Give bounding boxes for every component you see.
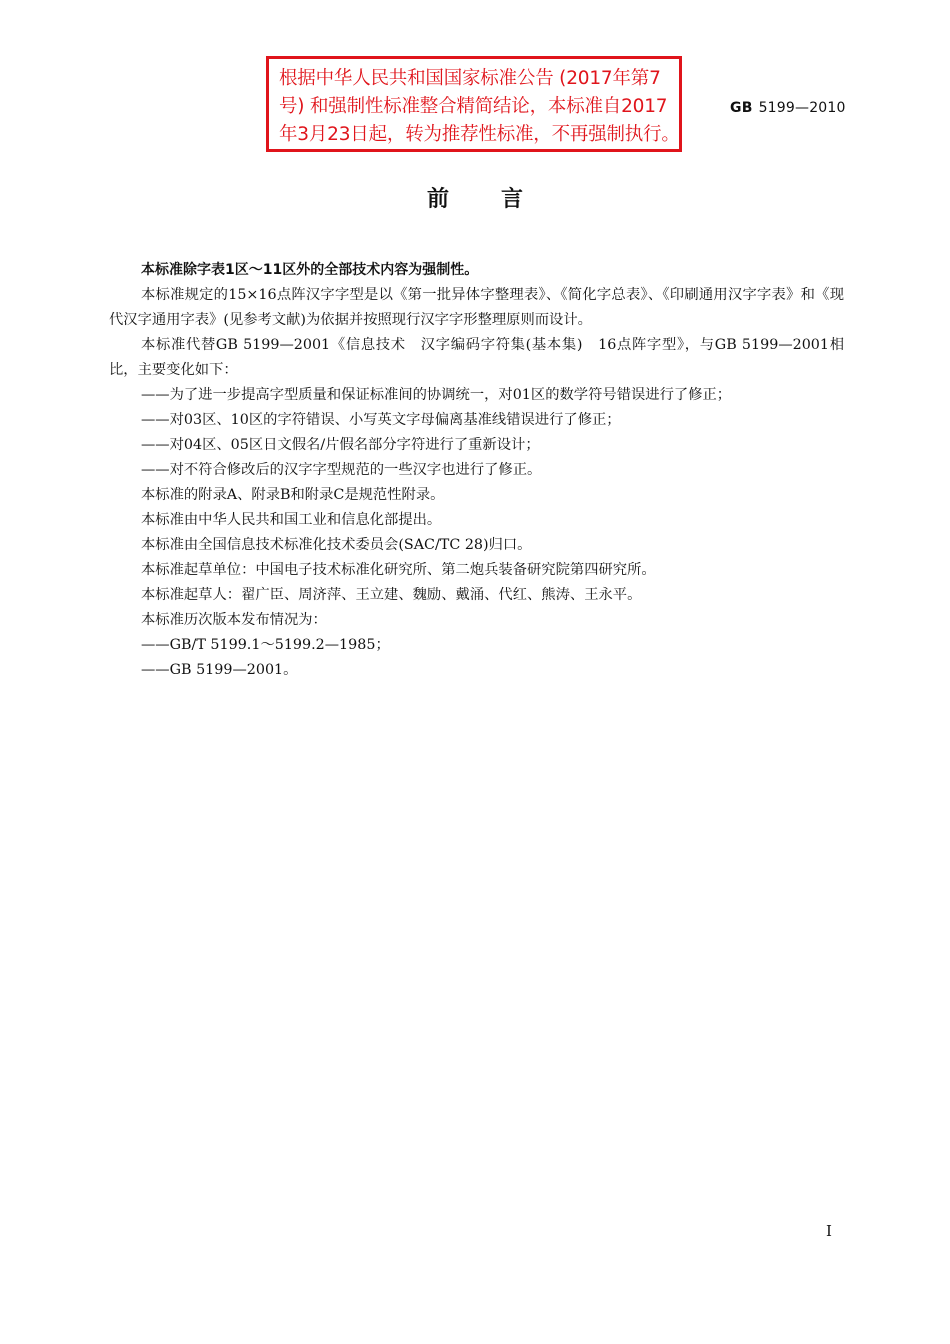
mandatory-status-notice (266, 56, 682, 152)
paragraph-font-basis: 本标准规定的15×16点阵汉字字型是以《第一批异体字整理表》、《简化字总表》、《印刷通用汉字字表》和《现代汉字通用字表》(见参考文献)为依据并按照现行汉字字形整理原则而设计。 (109, 287, 844, 328)
paragraph-proposer: 本标准由中华人民共和国工业和信息化部提出。 (141, 512, 442, 528)
paragraph-drafters: 本标准起草人：翟广臣、周济萍、王立建、魏励、戴涌、代红、熊涛、王永平。 (141, 587, 642, 603)
paragraph-history-intro: 本标准历次版本发布情况为： (141, 612, 327, 628)
page-title (0, 182, 950, 213)
foreword-body (109, 258, 844, 683)
page-number: I (826, 1222, 832, 1240)
paragraph-committee: 本标准由全国信息技术标准化技术委员会(SAC/TC 28)归口。 (141, 537, 532, 553)
page-title-char-1: 前 (426, 187, 449, 212)
change-item-2: ——对03区、10区的字符错误、小写英文字母偏离基准线错误进行了修正； (141, 412, 621, 428)
paragraph-drafting-units: 本标准起草单位：中国电子技术标准化研究所、第二炮兵装备研究院第四研究所。 (141, 562, 656, 578)
standard-code (730, 100, 846, 116)
notice-line-2: 号) 和强制性标准整合精简结论，本标准自2017 (279, 96, 668, 117)
paragraph-replaces: 本标准代替GB 5199—2001《信息技术 汉字编码字符集(基本集) 16点阵字型》，与GB 5199—2001相比，主要变化如下： (109, 337, 844, 378)
standard-code-number: 5199—2010 (758, 100, 846, 116)
notice-line-3: 年3月23日起，转为推荐性标准，不再强制执行。 (279, 124, 680, 145)
notice-line-1: 根据中华人民共和国国家标准公告 (2017年第7 (279, 68, 661, 89)
change-item-4: ——对不符合修改后的汉字字型规范的一些汉字也进行了修正。 (141, 462, 542, 478)
history-item-2: ——GB 5199—2001。 (141, 662, 298, 678)
standard-code-prefix: GB (730, 100, 753, 116)
change-item-1: ——为了进一步提高字型质量和保证标准间的协调统一，对01区的数学符号错误进行了修正； (141, 387, 732, 403)
paragraph-annexes: 本标准的附录A、附录B和附录C是规范性附录。 (141, 487, 445, 503)
page-title-char-2: 言 (501, 187, 524, 212)
paragraph-mandatory-scope: 本标准除字表1区～11区外的全部技术内容为强制性。 (141, 262, 479, 278)
change-item-3: ——对04区、05区日文假名/片假名部分字符进行了重新设计； (141, 437, 540, 453)
history-item-1: ——GB/T 5199.1～5199.2—1985； (141, 637, 390, 653)
